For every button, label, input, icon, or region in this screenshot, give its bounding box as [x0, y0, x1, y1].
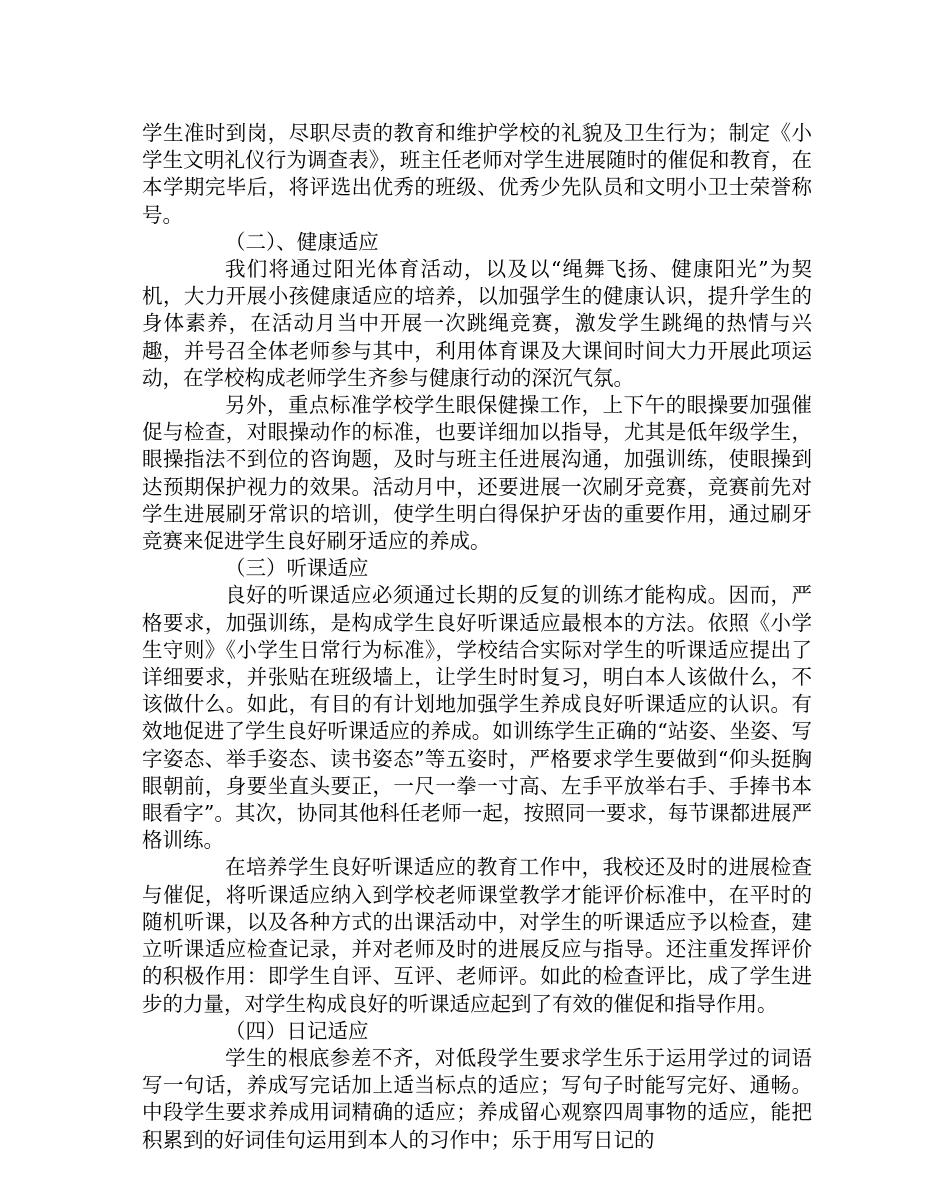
diary-paragraph-1: 学生的根底参差不齐，对低段学生要求学生乐于运用学过的词语写一句话，养成写完话加上适当标点的适应；写句子时能写完好、通畅。中段学生要求养成用词精确的适应；养成留心观察四周事物的适应，能把积累到的好词佳句运用到本人的习作中；乐于用写日记的	[142, 1045, 812, 1152]
intro-paragraph: 学生准时到岗，尽职尽责的教育和维护学校的礼貌及卫生行为；制定《小学生文明礼仪行为调查表》，班主任老师对学生进展随时的催促和教育，在本学期完毕后，将评选出优秀的班级、优秀少先队员和文明小卫士荣誉称号。	[142, 121, 812, 227]
section-heading-health: （二）、健康适应	[225, 229, 379, 254]
health-paragraph-1: 我们将通过阳光体育活动，以及以“绳舞飞扬、健康阳光”为契机，大力开展小孩健康适应的培养，以加强学生的健康认识，提升学生的身体素养，在活动月当中开展一次跳绳竞赛，激发学生跳绳的热情与兴趣，并号召全体老师参与其中，利用体育课及大课间时间大力开展此项运动，在学校构成老师学生齐参与健康行动的深沉气氛。	[142, 257, 812, 390]
section-heading-listening: （三）听课适应	[225, 556, 369, 581]
health-paragraph-2: 另外，重点标准学校学生眼保健操工作，上下午的眼操要加强催促与检查，对眼操动作的标准，也要详细加以指导，尤其是低年级学生，眼操指法不到位的咨询题，及时与班主任进展沟通，加强训练，使眼操到达预期保护视力的效果。活动月中，还要进展一次刷牙竞赛，竞赛前先对学生进展刷牙常识的培训，使学生明白得保护牙齿的重要作用，通过刷牙竞赛来促进学生良好刷牙适应的养成。	[142, 393, 812, 554]
section-heading-diary: （四）日记适应	[225, 1018, 369, 1043]
document-body	[142, 120, 812, 1154]
listening-paragraph-1: 良好的听课适应必须通过长期的反复的训练才能构成。因而，严格要求，加强训练，是构成学生良好听课适应最根本的方法。依照《小学生守则》《小学生日常行为标准》，学校结合实际对学生的听课适应提出了详细要求，并张贴在班级墙上，让学生时时复习，明白本人该做什么，不该做什么。如此，有目的有计划地加强学生养成良好听课适应的认识。有效地促进了学生良好听课适应的养成。如训练学生正确的“站姿、坐姿、写字姿态、举手姿态、读书姿态”等五姿时，严格要求学生要做到“仰头挺胸眼朝前，身要坐直头要正，一尺一拳一寸高、左手平放举右手、手捧书本眼看字”。其次，协同其他科任老师一起，按照同一要求，每节课都进展严格训练。	[142, 583, 812, 853]
listening-paragraph-2: 在培养学生良好听课适应的教育工作中，我校还及时的进展检查与催促，将听课适应纳入到学校老师课堂教学才能评价标准中，在平时的随机听课，以及各种方式的出课活动中，对学生的听课适应予以检查，建立听课适应检查记录，并对老师及时的进展反应与指导。还注重发挥评价的积极作用：即学生自评、互评、老师评。如此的检查评比，成了学生进步的力量，对学生构成良好的听课适应起到了有效的催促和指导作用。	[142, 855, 812, 1016]
